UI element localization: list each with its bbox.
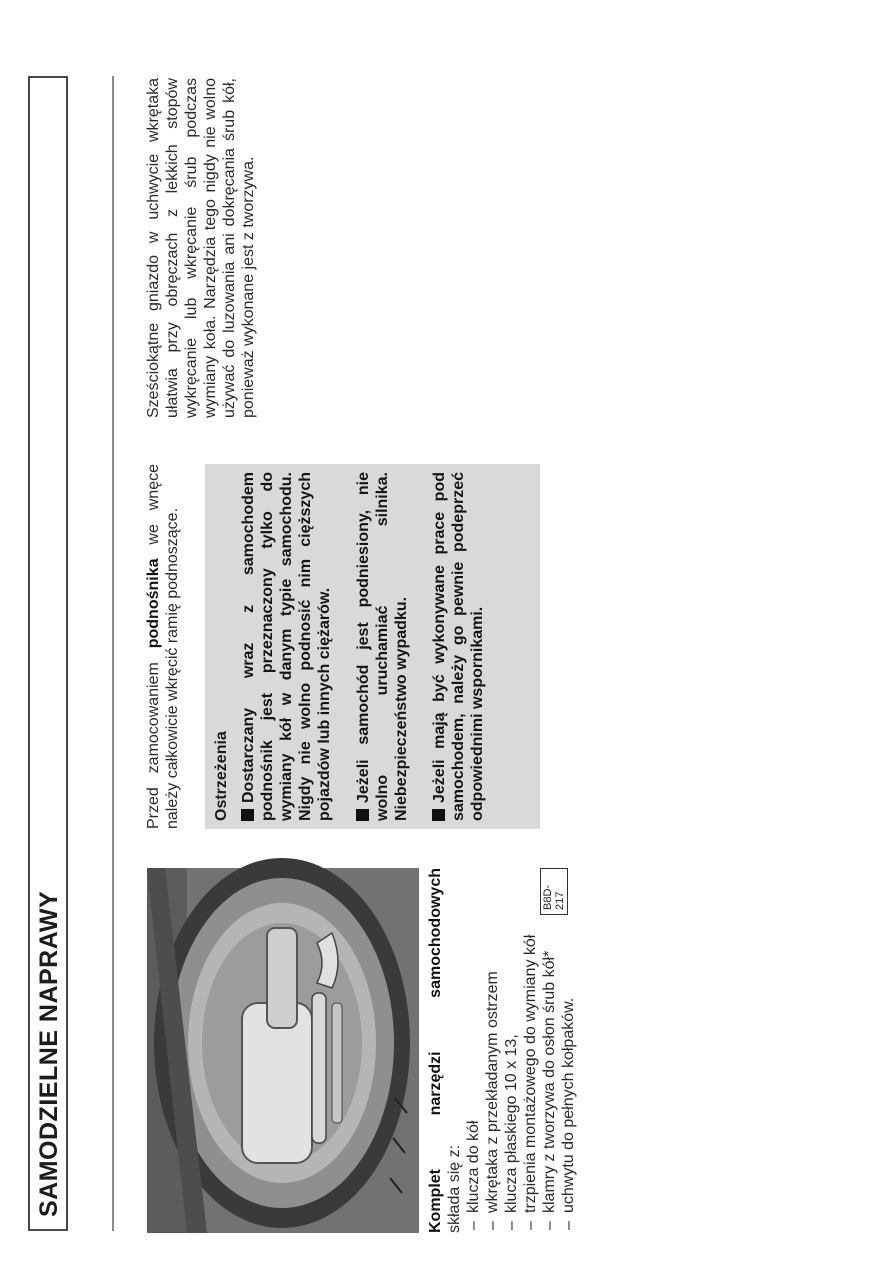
bullet-square-icon bbox=[432, 809, 445, 821]
figure-code: B8D-217 bbox=[540, 868, 568, 915]
bullet-square-icon bbox=[356, 809, 369, 821]
header-rule bbox=[112, 76, 114, 1231]
bullet-square-icon bbox=[241, 809, 254, 821]
list-item: – trzpienia montażowego do wymiany kół bbox=[521, 863, 540, 1233]
warning-item: Jeżeli mają być wykonywane prace pod samochodem, należy go pewnie podeprzeć odpowiednimi wspornikami. bbox=[431, 472, 486, 821]
list-item: – klamry z tworzywa do osłon śrub kół* bbox=[540, 863, 559, 1233]
warning-item: Dostarczany wraz z samochodem podnośnik jest przeznaczony tylko do wymiany kół w danym typie samochodu. Nigdy nie wolno podnosić nim cięższych pojazdów lub innych ciężarów. bbox=[240, 472, 333, 821]
toolkit-heading: Komplet narzędzi samochodowych bbox=[427, 868, 444, 1233]
header-box bbox=[28, 76, 68, 1231]
list-item: – klucza do kół bbox=[464, 863, 483, 1233]
jack-paragraph: Przed zamocowaniem podnośnika we wnęce należy całkowicie wkręcić ramię podnoszące. bbox=[145, 464, 181, 829]
toolkit-intro: składa się z: bbox=[446, 1144, 463, 1233]
hex-socket-paragraph: Sześciokątne gniazdo w uchwycie wkrętaka ułatwia przy obręczach z lekkich stopów wykręcanie lub wkręcanie śrub podczas wymiany koła. Narzędzia tego nigdy nie wolno używać do luzowania ani dokręcania śrub kół, ponieważ wykonane jest z tworzywa. bbox=[145, 78, 257, 418]
toolkit-list bbox=[464, 863, 578, 1233]
list-item: – klucza płaskiego 10 x 13, bbox=[502, 863, 521, 1233]
warning-item: Jeżeli samochód jest podniesiony, nie wolno uruchamiać silnika. Niebezpieczeństwo wypadku. bbox=[355, 472, 410, 821]
list-item: – wkrętaka z przekładanym ostrzem bbox=[483, 863, 502, 1233]
warning-box bbox=[205, 464, 540, 829]
warning-title: Ostrzeżenia bbox=[213, 731, 230, 821]
list-item: – uchwytu do pełnych kołpaków. bbox=[559, 863, 578, 1233]
page-title: SAMODZIELNE NAPRAWY bbox=[35, 890, 63, 1217]
toolkit-photo-illustration bbox=[147, 868, 419, 1233]
